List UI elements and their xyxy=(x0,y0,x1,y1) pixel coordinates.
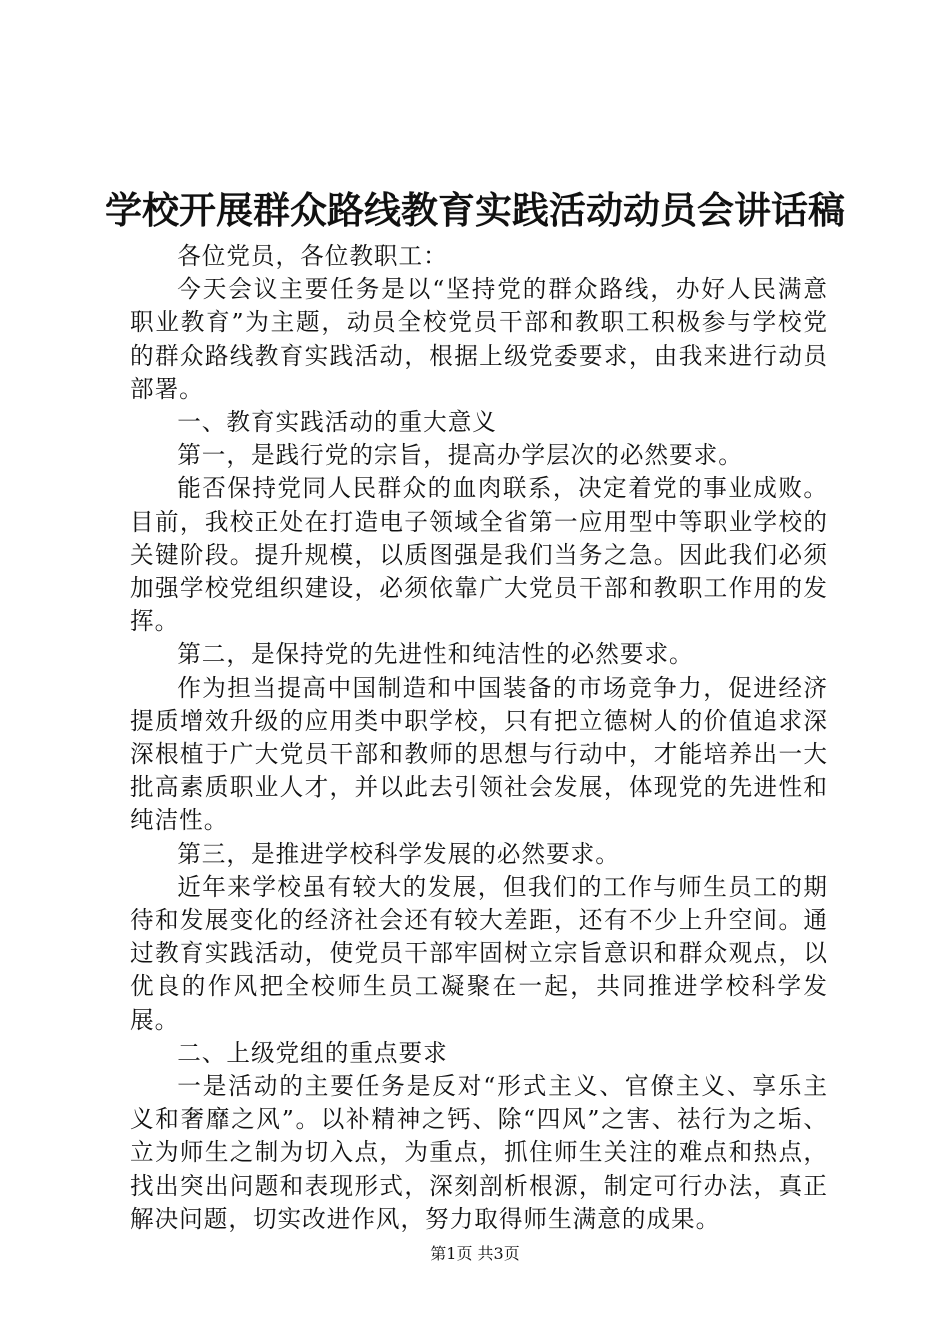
section-heading: 一、教育实践活动的重大意义 xyxy=(177,408,497,437)
paragraph: 今天会议主要任务是以“坚持党的群众路线，办好人民满意职业教育”为主题，动员全校党员干部和教职工积极参与学校党的群众路线教育实践活动，根据上级党委要求，由我来进行动员部署。 xyxy=(130,275,828,403)
subsection-heading: 第三，是推进学校科学发展的必然要求。 xyxy=(177,839,620,868)
paragraph-salutation: 各位党员，各位教职工： xyxy=(177,242,448,270)
paragraph: 近年来学校虽有较大的发展，但我们的工作与师生员工的期待和发展变化的经济社会还有较大差距，还有不少上升空间。通过教育实践活动，使党员干部牢固树立宗旨意识和群众观点，以优良的作风把全校师生员工凝聚在一起，共同推进学校科学发展。 xyxy=(130,872,828,1034)
section-heading: 二、上级党组的重点要求 xyxy=(177,1038,448,1067)
paragraph: 作为担当提高中国制造和中国装备的市场竞争力，促进经济提质增效升级的应用类中职学校，只有把立德树人的价值追求深深根植于广大党员干部和教师的思想与行动中，才能培养出一大批高素质职业人才，并以此去引领社会发展，体现党的先进性和纯洁性。 xyxy=(130,673,828,835)
paragraph: 一是活动的主要任务是反对“形式主义、官僚主义、享乐主义和奢靡之风”。以补精神之钙、除“四风”之害、祛行为之垢、立为师生之制为切入点，为重点，抓住师生关注的难点和热点，找出突出问题和表现形式，深刻剖析根源，制定可行办法，真正解决问题，切实改进作风，努力取得师生满意的成果。 xyxy=(130,1072,828,1233)
subsection-heading: 第二，是保持党的先进性和纯洁性的必然要求。 xyxy=(177,640,694,669)
document-body xyxy=(130,240,828,1236)
subsection-heading: 第一，是践行党的宗旨，提高办学层次的必然要求。 xyxy=(177,441,743,470)
paragraph: 能否保持党同人民群众的血肉联系，决定着党的事业成败。目前，我校正处在打造电子领域全省第一应用型中等职业学校的关键阶段。提升规模，以质图强是我们当务之急。因此我们必须加强学校党组织建设，必须依靠广大党员干部和教职工作用的发挥。 xyxy=(130,474,828,636)
page-number-footer: 第1页 共3页 xyxy=(430,1244,520,1263)
document-title: 学校开展群众路线教育实践活动动员会讲话稿 xyxy=(105,188,845,232)
